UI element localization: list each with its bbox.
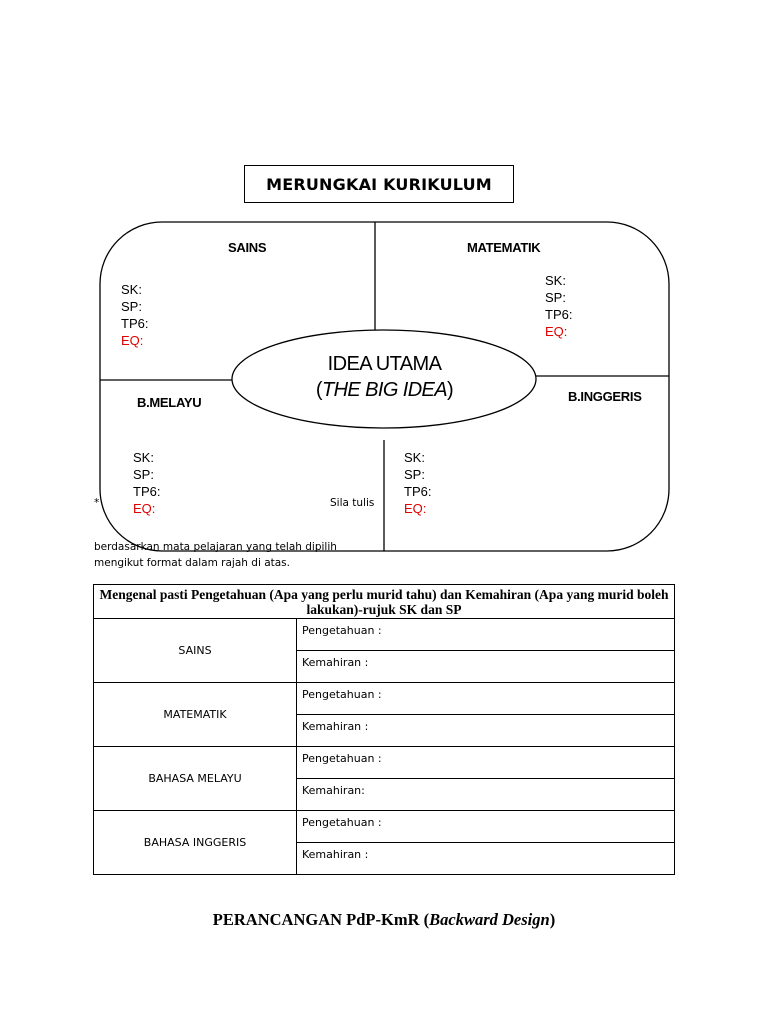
section-title-suffix: ) <box>549 910 556 929</box>
subject-cell: SAINS <box>94 619 297 683</box>
field-sk: SK: <box>133 450 154 465</box>
pengetahuan-cell: Pengetahuan : <box>297 619 675 651</box>
kemahiran-cell: Kemahiran : <box>297 651 675 683</box>
fields-binggeris <box>404 449 431 517</box>
field-sk: SK: <box>545 273 566 288</box>
section-title <box>0 910 768 930</box>
kemahiran-cell: Kemahiran: <box>297 779 675 811</box>
big-idea-text <box>232 351 537 405</box>
field-sk: SK: <box>404 450 425 465</box>
table-row <box>94 747 675 779</box>
fields-sains <box>121 281 148 349</box>
table-row <box>94 619 675 651</box>
note-asterisk: * <box>94 497 100 509</box>
field-eq: EQ: <box>133 501 156 516</box>
quadrant-label-matematik: MATEMATIK <box>467 240 541 255</box>
fields-bmelayu <box>133 449 160 517</box>
subject-cell: BAHASA INGGERIS <box>94 811 297 875</box>
section-title-prefix: PERANCANGAN PdP-KmR ( <box>212 910 430 929</box>
field-tp6: TP6: <box>133 484 161 499</box>
big-idea-line2 <box>232 377 537 403</box>
big-idea-italic: THE BIG IDEA <box>321 379 448 401</box>
knowledge-skills-table <box>93 584 675 875</box>
field-tp6: TP6: <box>545 307 573 322</box>
field-sp: SP: <box>404 467 425 482</box>
section-title-italic: Backward Design <box>429 910 550 929</box>
kemahiran-cell: Kemahiran : <box>297 715 675 747</box>
table-header: Mengenal pasti Pengetahuan (Apa yang perlu murid tahu) dan Kemahiran (Apa yang murid boleh lakukan)-rujuk SK dan SP <box>94 585 675 619</box>
pengetahuan-cell: Pengetahuan : <box>297 747 675 779</box>
fields-matematik <box>545 272 572 340</box>
subject-cell: BAHASA MELAYU <box>94 747 297 811</box>
field-eq: EQ: <box>545 324 568 339</box>
kemahiran-cell: Kemahiran : <box>297 843 675 875</box>
field-sp: SP: <box>121 299 142 314</box>
field-eq: EQ: <box>404 501 427 516</box>
field-tp6: TP6: <box>404 484 432 499</box>
quadrant-label-bmelayu: B.MELAYU <box>137 395 202 410</box>
field-eq: EQ: <box>121 333 144 348</box>
pengetahuan-cell: Pengetahuan : <box>297 811 675 843</box>
page-title: MERUNGKAI KURIKULUM <box>244 165 514 203</box>
subject-cell: MATEMATIK <box>94 683 297 747</box>
quadrant-label-binggeris: B.INGGERIS <box>568 389 642 404</box>
paren-open: ( <box>315 379 322 401</box>
field-sk: SK: <box>121 282 142 297</box>
note-line1: berdasarkan mata pelajaran yang telah dipilih <box>94 541 337 553</box>
note-line2: mengikut format dalam rajah di atas. <box>94 557 290 569</box>
big-idea-line1: IDEA UTAMA <box>327 353 442 375</box>
table-row <box>94 683 675 715</box>
pengetahuan-cell: Pengetahuan : <box>297 683 675 715</box>
table-header-row <box>94 585 675 619</box>
quadrant-label-sains: SAINS <box>228 240 267 255</box>
table-row <box>94 811 675 843</box>
field-sp: SP: <box>133 467 154 482</box>
note-inline: Sila tulis <box>330 497 375 509</box>
paren-close: ) <box>447 379 454 401</box>
field-sp: SP: <box>545 290 566 305</box>
field-tp6: TP6: <box>121 316 149 331</box>
